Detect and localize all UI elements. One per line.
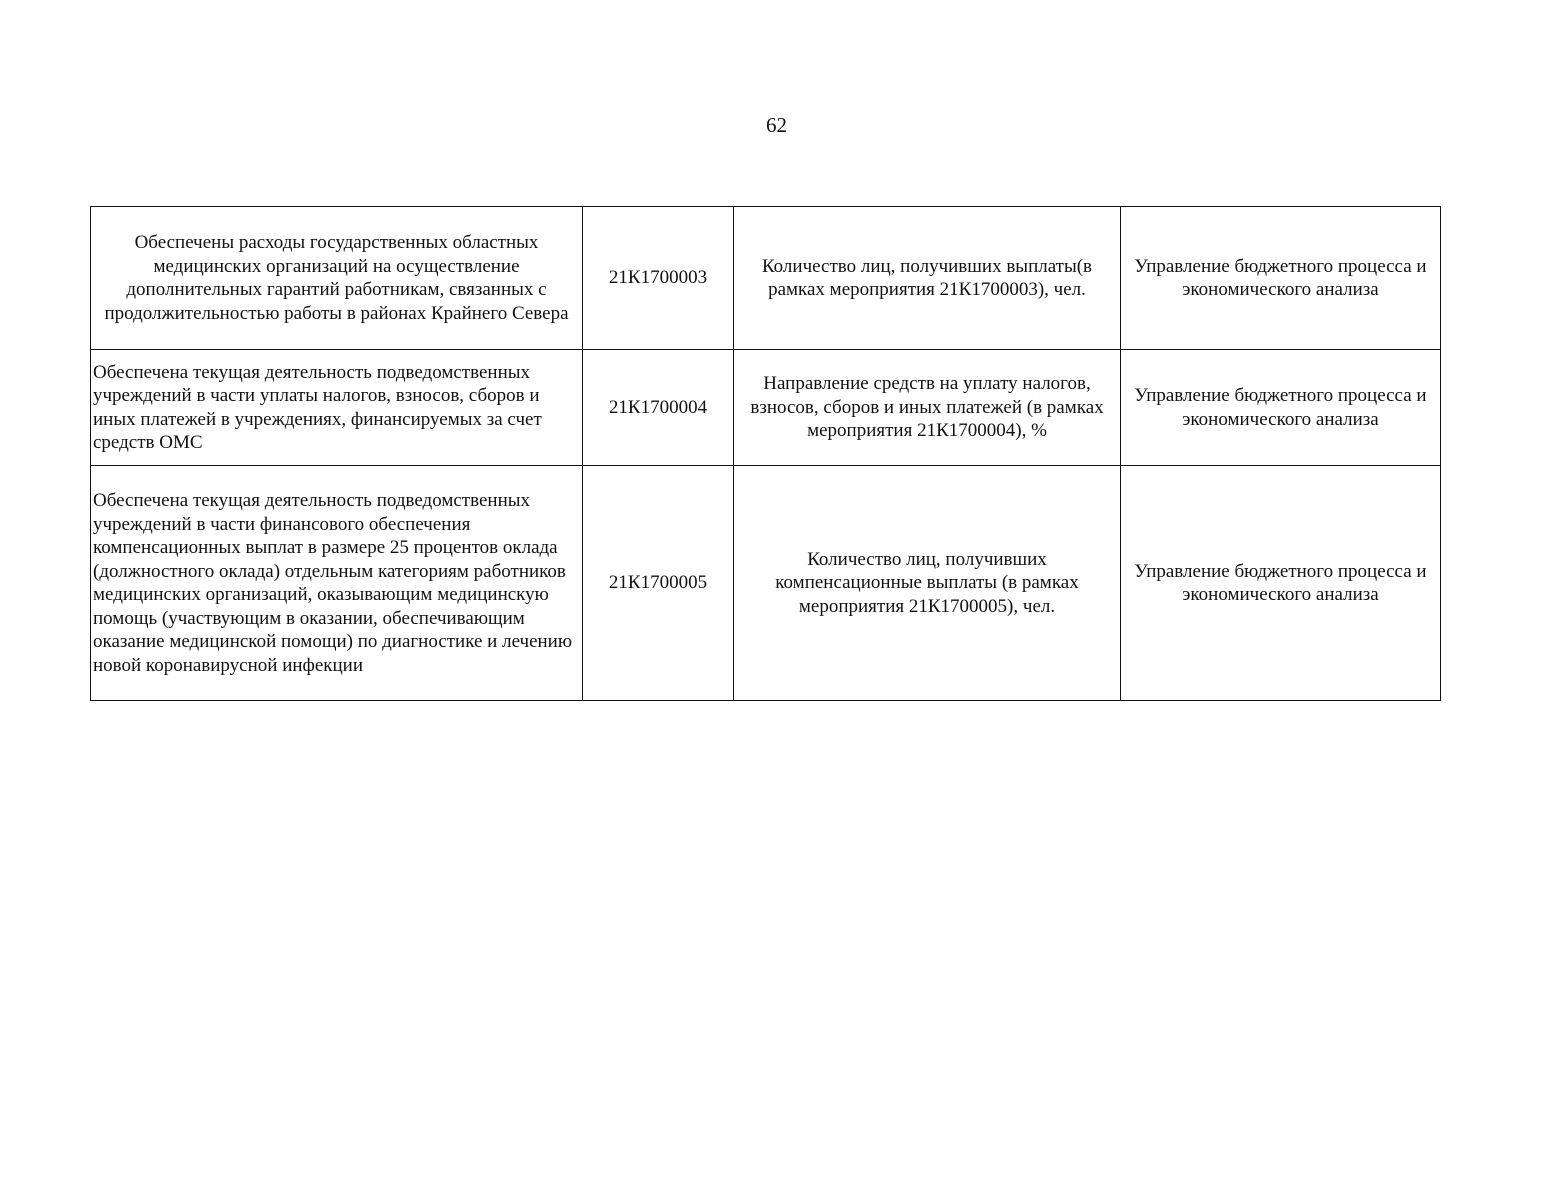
page-number: 62: [766, 113, 787, 137]
table-row: [91, 466, 1441, 701]
activity-code-cell: 21К1700004: [583, 350, 734, 466]
table-row: [91, 207, 1441, 350]
activity-description-cell: Обеспечена текущая деятельность подведомственных учреждений в части уплаты налогов, взносов, сборов и иных платежей в учреждениях, финансируемых за счет средств ОМС: [91, 350, 583, 466]
responsible-unit-cell: Управление бюджетного процесса и экономического анализа: [1121, 466, 1441, 701]
activity-description-cell: Обеспечены расходы государственных областных медицинских организаций на осуществление дополнительных гарантий работникам, связанных с продолжительностью работы в районах Крайнего Севера: [91, 207, 583, 350]
activity-code-cell: 21К1700003: [583, 207, 734, 350]
responsible-unit-cell: Управление бюджетного процесса и экономического анализа: [1121, 207, 1441, 350]
activities-table: [90, 206, 1441, 701]
indicator-cell: Количество лиц, получивших выплаты(в рамках мероприятия 21К1700003), чел.: [734, 207, 1121, 350]
indicator-cell: Направление средств на уплату налогов, взносов, сборов и иных платежей (в рамках мероприятия 21К1700004), %: [734, 350, 1121, 466]
activity-code-cell: 21К1700005: [583, 466, 734, 701]
table-row: [91, 350, 1441, 466]
indicator-cell: Количество лиц, получивших компенсационные выплаты (в рамках мероприятия 21К1700005), чел.: [734, 466, 1121, 701]
responsible-unit-cell: Управление бюджетного процесса и экономического анализа: [1121, 350, 1441, 466]
activity-description-cell: Обеспечена текущая деятельность подведомственных учреждений в части финансового обеспечения компенсационных выплат в размере 25 процентов оклада (должностного оклада) отдельным категориям работников медицинских организаций, оказывающим медицинскую помощь (участвующим в оказании, обеспечивающим оказание медицинской помощи) по диагностике и лечению новой коронавирусной инфекции: [91, 466, 583, 701]
